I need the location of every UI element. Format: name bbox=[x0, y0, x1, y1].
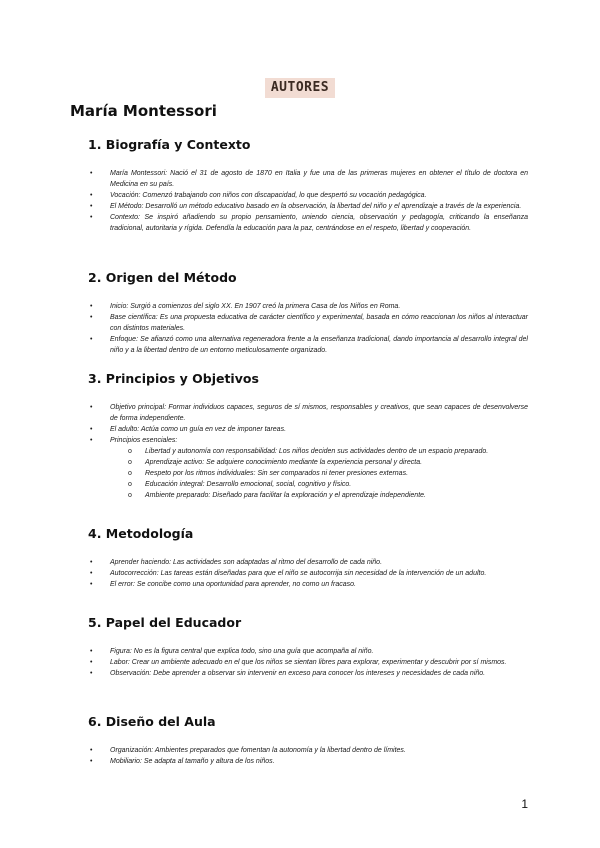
list-item: • Enfoque: Se afianzó como una alternativa regeneradora frente a la enseñanza tradicional, dando importancia al desarrollo integral del niño y a la libertad dentro de un entorno meticulosamente organizado. bbox=[90, 336, 528, 354]
list-item: • El Método: Desarrolló un método educativo basado en la observación, la libertad del niño y el aprendizaje a través de la experiencia. bbox=[90, 203, 522, 210]
section-heading-1: 1. Biografía y Contexto bbox=[88, 137, 251, 152]
list-item: • Inicio: Surgió a comienzos del siglo XX. En 1907 creó la primera Casa de los Niños en Roma. bbox=[90, 303, 401, 310]
section-1-list bbox=[0, 168, 600, 234]
section-heading-5: 5. Papel del Educador bbox=[88, 615, 242, 630]
list-item: • Observación: Debe aprender a observar sin intervenir en exceso para conocer los intereses y necesidades de cada niño. bbox=[90, 670, 486, 677]
list-item: • Aprender haciendo: Las actividades son adaptadas al ritmo del desarrollo de cada niño. bbox=[90, 559, 383, 566]
section-6-list bbox=[0, 745, 600, 767]
list-item: • María Montessori: Nació el 31 de agosto de 1870 en Italia y fue una de las primeras mujeres en obtener el título de doctora en Medicina en su país. bbox=[90, 170, 528, 188]
section-heading-2: 2. Origen del Método bbox=[88, 270, 237, 285]
list-item: • Figura: No es la figura central que explica todo, sino una guía que acompaña al niño. bbox=[90, 648, 374, 655]
sub-list-item: o Aprendizaje activo: Se adquiere conocimiento mediante la experiencia personal y directa. bbox=[128, 459, 423, 466]
section-2-list bbox=[0, 301, 600, 356]
list-item: • El error: Se concibe como una oportunidad para aprender, no como un fracaso. bbox=[90, 581, 356, 588]
list-item: • Organización: Ambientes preparados que fomentan la autonomía y la libertad dentro de límites. bbox=[90, 747, 406, 754]
sub-list-item: o Libertad y autonomía con responsabilidad: Los niños deciden sus actividades dentro de un espacio preparado. bbox=[128, 448, 489, 455]
list-item: • El adulto: Actúa como un guía en vez de imponer tareas. bbox=[90, 426, 287, 433]
section-heading-3: 3. Principios y Objetivos bbox=[88, 371, 259, 386]
sub-list-item: o Ambiente preparado: Diseñado para facilitar la exploración y el aprendizaje independiente. bbox=[128, 492, 426, 499]
document-title: AUTORES bbox=[265, 78, 335, 98]
list-item: • Autocorrección: Las tareas están diseñadas para que el niño se autocorrija sin necesidad de la intervención de un adulto. bbox=[90, 570, 487, 577]
section-heading-6: 6. Diseño del Aula bbox=[88, 714, 216, 729]
sub-list-item: o Educación integral: Desarrollo emocional, social, cognitivo y físico. bbox=[128, 481, 352, 488]
list-item: • Mobiliario: Se adapta al tamaño y altura de los niños. bbox=[90, 758, 275, 765]
section-5-list bbox=[0, 646, 600, 679]
list-item: • Base científica: Es una propuesta educativa de carácter científico y experimental, basada en cómo reaccionan los niños al interactuar con distintos materiales. bbox=[90, 314, 529, 332]
author-name: María Montessori bbox=[70, 102, 217, 120]
section-heading-4: 4. Metodología bbox=[88, 526, 194, 541]
list-item: • Principios esenciales: bbox=[90, 437, 178, 444]
section-4-list bbox=[0, 557, 600, 590]
list-item: • Labor: Crear un ambiente adecuado en el que los niños se sientan libres para explorar, experimentar y descubrir por sí mismos. bbox=[90, 659, 507, 666]
list-item: • Contexto: Se inspiró añadiendo su propio pensamiento, uniendo ciencia, observación y pedagogía, criticando la enseñanza tradicional, autoritaria y rígida. Defendía la educación para la paz, centrándose en el respeto, libertad y cooperación. bbox=[90, 214, 528, 232]
list-item: • Vocación: Comenzó trabajando con niños con discapacidad, lo que despertó su vocación pedagógica. bbox=[90, 192, 427, 199]
page-number: 1 bbox=[521, 797, 528, 811]
sub-list-item: o Respeto por los ritmos individuales: Sin ser comparados ni tener presiones externas. bbox=[128, 470, 409, 477]
list-item: • Objetivo principal: Formar individuos capaces, seguros de sí mismos, responsables y creativos, que sean capaces de desenvolverse de forma independiente. bbox=[90, 404, 529, 422]
section-3-list bbox=[0, 402, 600, 501]
